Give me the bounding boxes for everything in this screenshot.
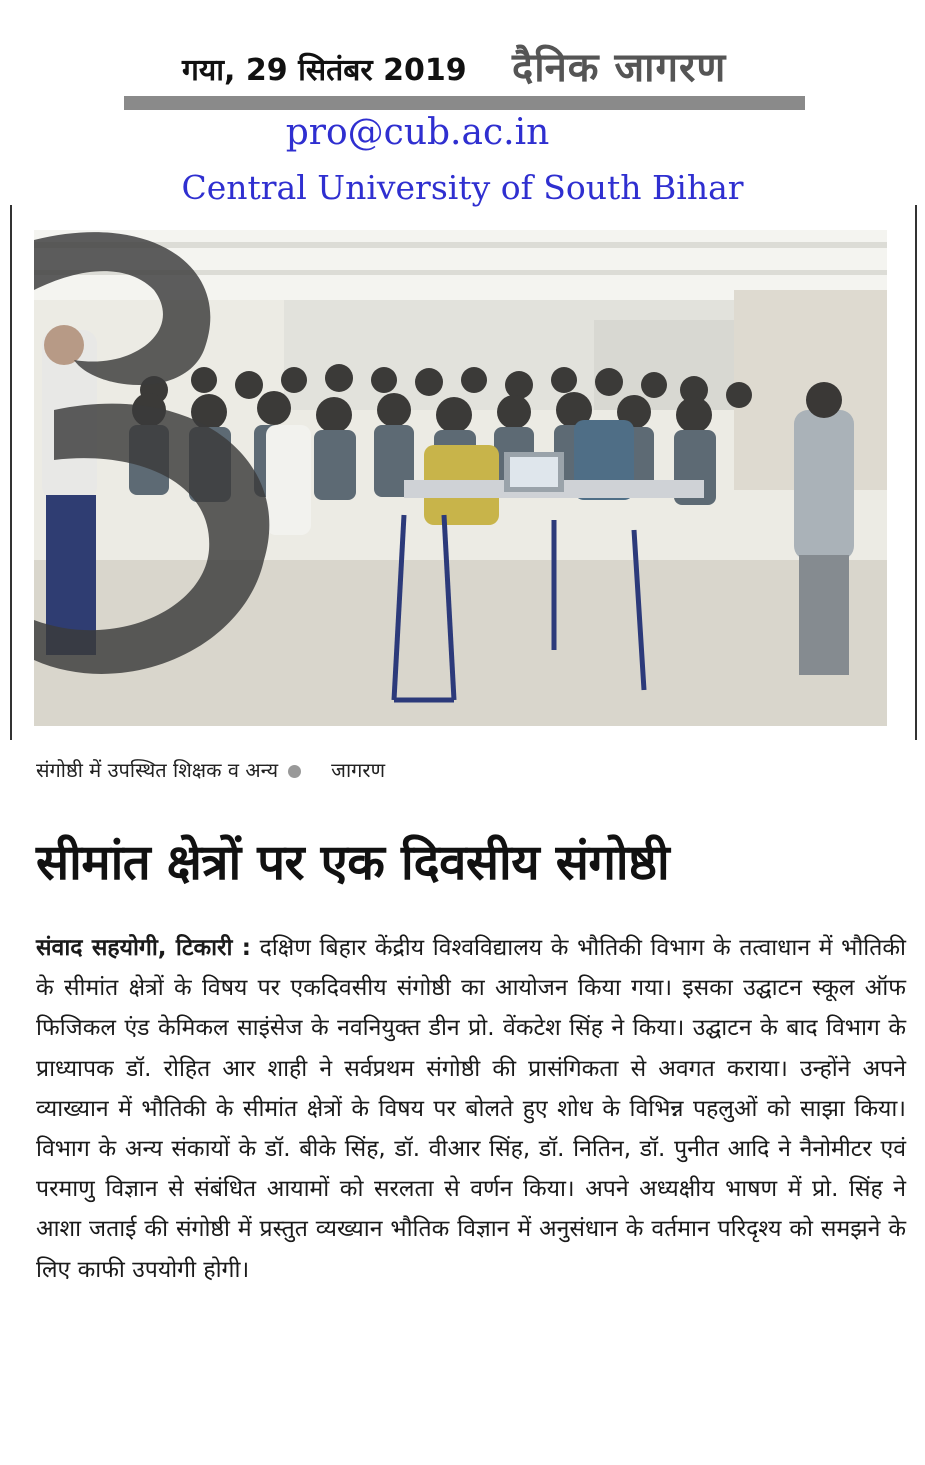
seminar-photo	[34, 230, 887, 726]
contact-email: pro@cub.ac.in	[285, 112, 550, 153]
university-name: Central University of South Bihar	[181, 168, 744, 207]
newspaper-name: दैनिक जागरण	[512, 45, 727, 91]
edition-date: गया, 29 सितंबर 2019	[182, 53, 467, 88]
photo-credit: जागरण	[331, 758, 386, 782]
article-dateline: संवाद सहयोगी, टिकारी :	[36, 935, 251, 961]
masthead-rule	[124, 96, 805, 110]
caption-text: संगोष्ठी में उपस्थित शिक्षक व अन्य	[36, 758, 279, 782]
article-text: दक्षिण बिहार केंद्रीय विश्वविद्यालय के भौतिकी विभाग के तत्वाधान में भौतिकी के सीमांत क्षेत्रों के विषय पर एकदिवसीय संगोष्ठी का आयोजन किया गया। इसका उद्घाटन स्कूल ऑफ फिजिकल एंड केमिकल साइंसेज के नवनियुक्त डीन प्रो. वेंकटेश सिंह ने किया। उद्घाटन के बाद विभाग के प्राध्यापक डॉ. रोहित आर शाही ने सर्वप्रथम संगोष्ठी की प्रासंगिकता से अवगत कराया। उन्होंने अपने व्याख्यान में भौतिकी के सीमांत क्षेत्रों के विषय पर बोलते हुए शोध के विभिन्न पहलुओं को साझा किया। विभाग के अन्य संकायों के डॉ. बीके सिंह, डॉ. वीआर सिंह, डॉ. नितिन, डॉ. पुनीत आदि ने नैनोमीटर एवं परमाणु विज्ञान से संबंधित आयामों को सरलता से वर्णन किया। अपने अध्यक्षीय भाषण में प्रो. सिंह ने आशा जताई की संगोष्ठी में प्रस्तुत व्यख्यान भौतिक विज्ञान में अनुसंधान के वर्तमान परिदृश्य को समझने के लिए काफी उपयोगी होगी।	[36, 935, 906, 1283]
masthead	[0, 28, 925, 91]
article-body	[36, 928, 906, 1290]
clipping-border-left	[10, 205, 12, 740]
photo-caption	[36, 756, 385, 783]
seminar-photo-illustration	[34, 230, 887, 726]
article-headline: सीमांत क्षेत्रों पर एक दिवसीय संगोष्ठी	[36, 834, 670, 891]
bullet-dot-icon	[288, 765, 301, 778]
clipping-border-right	[915, 205, 917, 740]
